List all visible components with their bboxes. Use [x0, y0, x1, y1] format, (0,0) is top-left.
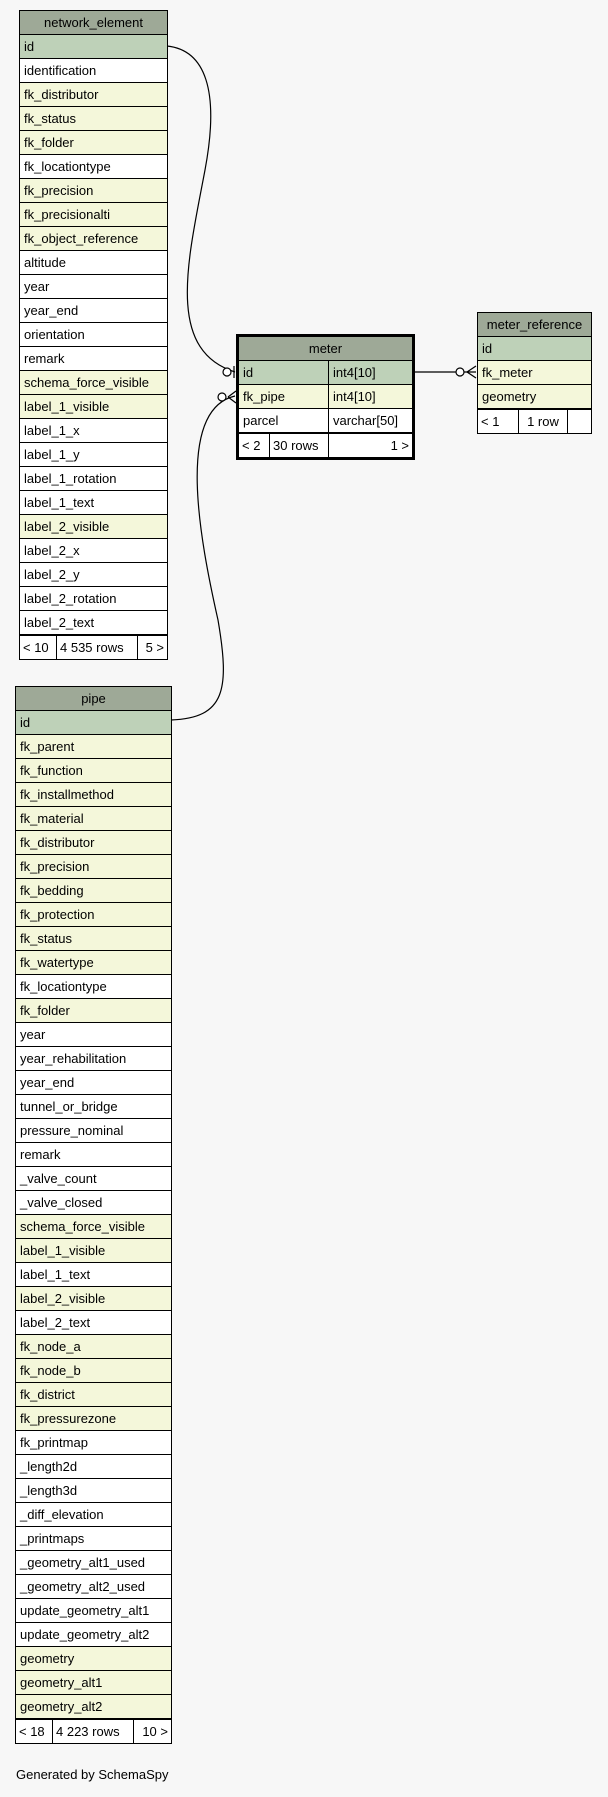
column-row-fk_pipe[interactable]: [239, 385, 412, 409]
column-name: label_1_x: [24, 423, 80, 438]
column-name: fk_object_reference: [24, 231, 139, 246]
column-row-label_1_text[interactable]: [16, 1263, 171, 1287]
column-row-geometry_alt2[interactable]: [16, 1695, 171, 1719]
column-name: remark: [20, 1147, 61, 1162]
column-name: year: [24, 279, 50, 294]
table-footer: [478, 409, 591, 433]
column-row-remark[interactable]: [20, 347, 167, 371]
column-row-update_geometry_alt2[interactable]: [16, 1623, 171, 1647]
column-name: label_2_x: [24, 543, 80, 558]
column-row-identification[interactable]: [20, 59, 167, 83]
column-name: tunnel_or_bridge: [20, 1099, 118, 1114]
parents-link[interactable]: < 2: [242, 438, 261, 453]
column-row-label_1_visible[interactable]: [20, 395, 167, 419]
column-row-label_2_rotation[interactable]: [20, 587, 167, 611]
column-name: schema_force_visible: [24, 375, 150, 390]
column-row-altitude[interactable]: [20, 251, 167, 275]
row-count: 4 223 rows: [52, 1720, 133, 1743]
column-row-fk_distributor[interactable]: [16, 831, 171, 855]
column-row-fk_meter[interactable]: [478, 361, 591, 385]
table-pipe[interactable]: [15, 686, 172, 1744]
column-row-fk_watertype[interactable]: [16, 951, 171, 975]
column-name: fk_pressurezone: [20, 1411, 117, 1426]
column-name: year: [20, 1027, 46, 1042]
column-name: label_1_y: [24, 447, 80, 462]
column-row-geometry[interactable]: [16, 1647, 171, 1671]
column-name: fk_watertype: [20, 955, 94, 970]
column-row-id[interactable]: [16, 711, 171, 735]
column-row-label_2_text[interactable]: [20, 611, 167, 635]
column-row-label_1_rotation[interactable]: [20, 467, 167, 491]
column-name: _diff_elevation: [20, 1507, 104, 1522]
parents-link[interactable]: < 10: [23, 640, 49, 655]
column-row-label_2_visible[interactable]: [16, 1287, 171, 1311]
column-name: altitude: [24, 255, 66, 270]
column-name: label_2_visible: [20, 1291, 106, 1306]
column-name: id: [24, 39, 35, 54]
column-name: pressure_nominal: [20, 1123, 124, 1138]
column-name: update_geometry_alt2: [20, 1627, 150, 1642]
children-link[interactable]: 10 >: [133, 1720, 171, 1743]
column-row-label_1_visible[interactable]: [16, 1239, 171, 1263]
column-row-geometry_alt1[interactable]: [16, 1671, 171, 1695]
parents-link[interactable]: < 18: [19, 1724, 45, 1739]
column-row-fk_parent[interactable]: [16, 735, 171, 759]
column-row-_geometry_alt2_used[interactable]: [16, 1575, 171, 1599]
column-name: orientation: [24, 327, 85, 342]
column-row-year_rehabilitation[interactable]: [16, 1047, 171, 1071]
column-name: parcel: [243, 413, 279, 428]
column-name: label_1_rotation: [24, 471, 117, 486]
column-row-fk_pressurezone[interactable]: [16, 1407, 171, 1431]
column-row-fk_precision[interactable]: [20, 179, 167, 203]
column-row-_printmaps[interactable]: [16, 1527, 171, 1551]
column-row-fk_node_a[interactable]: [16, 1335, 171, 1359]
column-row-schema_force_visible[interactable]: [20, 371, 167, 395]
parents-link[interactable]: < 1: [481, 414, 500, 429]
column-row-remark[interactable]: [16, 1143, 171, 1167]
column-name: label_2_text: [24, 615, 95, 630]
column-name: geometry: [20, 1651, 75, 1666]
column-name: _length3d: [20, 1483, 78, 1498]
column-type: int4[10]: [328, 385, 412, 408]
column-row-fk_locationtype[interactable]: [16, 975, 171, 999]
column-row-year[interactable]: [20, 275, 167, 299]
children-link[interactable]: 1 >: [328, 434, 412, 457]
column-row-orientation[interactable]: [20, 323, 167, 347]
column-name: label_1_visible: [20, 1243, 106, 1258]
column-row-_geometry_alt1_used[interactable]: [16, 1551, 171, 1575]
column-row-fk_function[interactable]: [16, 759, 171, 783]
row-count: 4 535 rows: [56, 636, 137, 659]
column-row-label_2_text[interactable]: [16, 1311, 171, 1335]
column-name: fk_locationtype: [24, 159, 111, 174]
column-row-label_1_text[interactable]: [20, 491, 167, 515]
column-name: geometry: [482, 389, 537, 404]
column-row-fk_folder[interactable]: [20, 131, 167, 155]
column-name: remark: [24, 351, 65, 366]
column-row-fk_distributor[interactable]: [20, 83, 167, 107]
column-row-fk_printmap[interactable]: [16, 1431, 171, 1455]
column-name: _geometry_alt1_used: [20, 1555, 146, 1570]
column-name: fk_district: [20, 1387, 75, 1402]
row-count: 30 rows: [269, 434, 328, 457]
column-row-fk_status[interactable]: [16, 927, 171, 951]
column-name: identification: [24, 63, 97, 78]
column-row-label_1_x[interactable]: [20, 419, 167, 443]
table-footer: [20, 635, 167, 659]
column-row-id[interactable]: [239, 361, 412, 385]
column-row-_length3d[interactable]: [16, 1479, 171, 1503]
table-meter[interactable]: [236, 334, 415, 460]
table-title: pipe: [16, 687, 171, 711]
relation-optional-marker: [218, 393, 226, 401]
row-count: 1 row: [518, 410, 567, 433]
column-row-fk_installmethod[interactable]: [16, 783, 171, 807]
column-row-_valve_closed[interactable]: [16, 1191, 171, 1215]
relation-network_element-meter: [167, 46, 235, 372]
column-name: label_1_visible: [24, 399, 110, 414]
column-name: fk_status: [20, 931, 73, 946]
table-title: meter_reference: [478, 313, 591, 337]
column-name: fk_locationtype: [20, 979, 107, 994]
relation-optional-marker: [456, 368, 464, 376]
column-name: label_2_text: [20, 1315, 91, 1330]
column-name: year_end: [24, 303, 79, 318]
column-row-fk_object_reference[interactable]: [20, 227, 167, 251]
footer-generated-by: Generated by SchemaSpy: [16, 1767, 169, 1782]
column-row-year_end[interactable]: [20, 299, 167, 323]
table-footer: [239, 433, 412, 457]
column-row-fk_precisionalti[interactable]: [20, 203, 167, 227]
column-name: _geometry_alt2_used: [20, 1579, 146, 1594]
column-name: _valve_closed: [20, 1195, 103, 1210]
column-name: update_geometry_alt1: [20, 1603, 150, 1618]
column-row-label_2_x[interactable]: [20, 539, 167, 563]
column-row-_diff_elevation[interactable]: [16, 1503, 171, 1527]
column-name: fk_installmethod: [20, 787, 114, 802]
column-type: varchar[50]: [328, 409, 412, 432]
column-name: _printmaps: [20, 1531, 85, 1546]
column-name: fk_precision: [20, 859, 90, 874]
column-name: id: [243, 365, 254, 380]
children-link[interactable]: [567, 410, 591, 433]
column-name: fk_parent: [20, 739, 75, 754]
column-row-id[interactable]: [478, 337, 591, 361]
column-type: int4[10]: [328, 361, 412, 384]
column-name: fk_protection: [20, 907, 95, 922]
column-row-_valve_count[interactable]: [16, 1167, 171, 1191]
column-name: label_2_rotation: [24, 591, 117, 606]
column-name: geometry_alt2: [20, 1699, 103, 1714]
column-row-pressure_nominal[interactable]: [16, 1119, 171, 1143]
column-name: fk_pipe: [243, 389, 285, 404]
column-name: year_end: [20, 1075, 75, 1090]
column-row-fk_precision[interactable]: [16, 855, 171, 879]
column-row-year[interactable]: [16, 1023, 171, 1047]
column-row-geometry[interactable]: [478, 385, 591, 409]
column-name: fk_distributor: [24, 87, 99, 102]
column-name: fk_folder: [24, 135, 74, 150]
column-row-fk_material[interactable]: [16, 807, 171, 831]
relation-optional-marker: [223, 368, 231, 376]
column-name: label_2_y: [24, 567, 80, 582]
table-meter_reference[interactable]: [477, 312, 592, 434]
column-row-fk_bedding[interactable]: [16, 879, 171, 903]
column-row-_length2d[interactable]: [16, 1455, 171, 1479]
column-name: fk_node_a: [20, 1339, 81, 1354]
column-row-parcel[interactable]: [239, 409, 412, 433]
column-row-label_2_y[interactable]: [20, 563, 167, 587]
column-name: geometry_alt1: [20, 1675, 103, 1690]
column-name: fk_precision: [24, 183, 94, 198]
column-name: fk_status: [24, 111, 77, 126]
column-row-schema_force_visible[interactable]: [16, 1215, 171, 1239]
column-row-fk_locationtype[interactable]: [20, 155, 167, 179]
column-row-fk_protection[interactable]: [16, 903, 171, 927]
column-name: id: [20, 715, 31, 730]
column-row-fk_district[interactable]: [16, 1383, 171, 1407]
column-name: fk_folder: [20, 1003, 70, 1018]
column-name: fk_printmap: [20, 1435, 88, 1450]
column-name: _valve_count: [20, 1171, 97, 1186]
column-row-year_end[interactable]: [16, 1071, 171, 1095]
column-row-fk_node_b[interactable]: [16, 1359, 171, 1383]
column-row-id[interactable]: [20, 35, 167, 59]
column-name: fk_function: [20, 763, 83, 778]
table-title: network_element: [20, 11, 167, 35]
column-name: label_1_text: [20, 1267, 91, 1282]
column-name: fk_meter: [482, 365, 533, 380]
column-name: _length2d: [20, 1459, 78, 1474]
column-row-label_1_y[interactable]: [20, 443, 167, 467]
column-row-fk_folder[interactable]: [16, 999, 171, 1023]
table-footer: [16, 1719, 171, 1743]
column-name: label_2_visible: [24, 519, 110, 534]
children-link[interactable]: 5 >: [137, 636, 167, 659]
column-name: schema_force_visible: [20, 1219, 146, 1234]
column-row-fk_status[interactable]: [20, 107, 167, 131]
column-name: fk_node_b: [20, 1363, 81, 1378]
column-name: label_1_text: [24, 495, 95, 510]
column-row-update_geometry_alt1[interactable]: [16, 1599, 171, 1623]
relation-pipe-meter: [171, 396, 235, 720]
column-name: year_rehabilitation: [20, 1051, 127, 1066]
column-name: fk_distributor: [20, 835, 95, 850]
table-title: meter: [239, 337, 412, 361]
column-row-label_2_visible[interactable]: [20, 515, 167, 539]
column-name: fk_material: [20, 811, 84, 826]
column-name: fk_bedding: [20, 883, 84, 898]
column-name: id: [482, 341, 493, 356]
column-row-tunnel_or_bridge[interactable]: [16, 1095, 171, 1119]
table-network_element[interactable]: [19, 10, 168, 660]
column-name: fk_precisionalti: [24, 207, 110, 222]
